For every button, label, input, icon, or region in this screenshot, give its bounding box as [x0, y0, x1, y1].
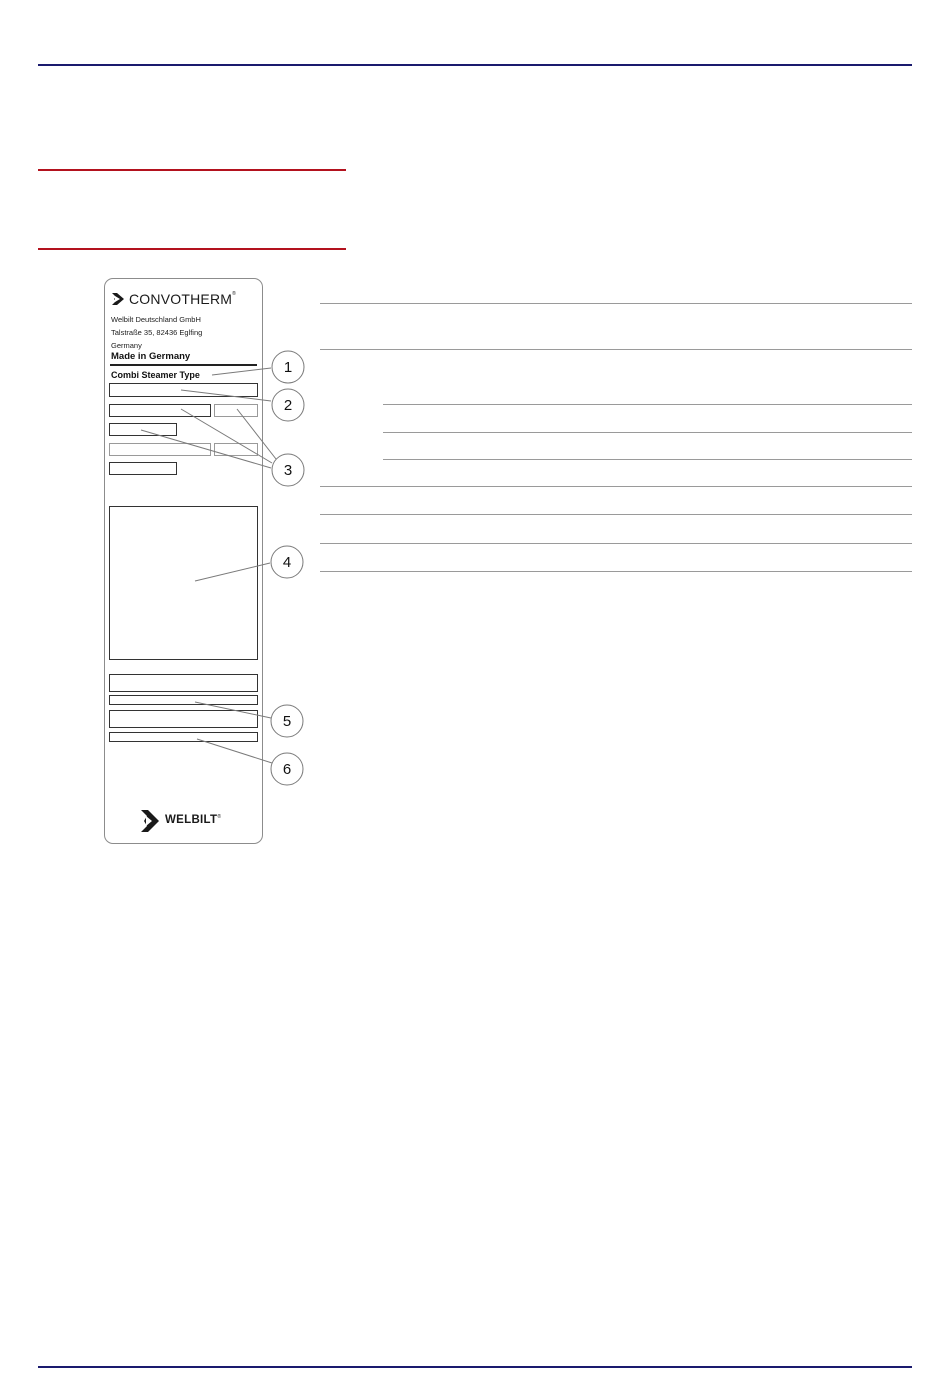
callout-number-1: 1: [283, 359, 293, 376]
plate-brand: CONVOTHERM®: [129, 291, 237, 307]
plate-footer-brand: WELBILT®: [165, 814, 222, 826]
callout-leader-2: [181, 390, 271, 401]
callout-number-4: 4: [282, 554, 292, 571]
plate-type-label: Combi Steamer Type: [111, 370, 200, 380]
plate-address-line-1: Welbilt Deutschland GmbH: [111, 315, 201, 324]
callout-leader-1: [212, 368, 271, 375]
callout-leaders: [141, 368, 276, 763]
plate-address-line-3: Germany: [111, 341, 142, 350]
callout-leader-6: [197, 739, 272, 763]
plate-made-in: Made in Germany: [111, 351, 191, 362]
callout-number-5: 5: [282, 713, 292, 730]
callout-leader-5: [195, 702, 271, 718]
callout-leader-3: [141, 430, 271, 468]
callout-number-6: 6: [282, 761, 292, 778]
callout-leader-3: [237, 409, 276, 459]
callout-leader-4: [195, 563, 270, 581]
callout-number-2: 2: [283, 397, 293, 414]
callout-number-3: 3: [283, 462, 293, 479]
plate-address-line-2: Talstraße 35, 82436 Eglfing: [111, 328, 203, 337]
